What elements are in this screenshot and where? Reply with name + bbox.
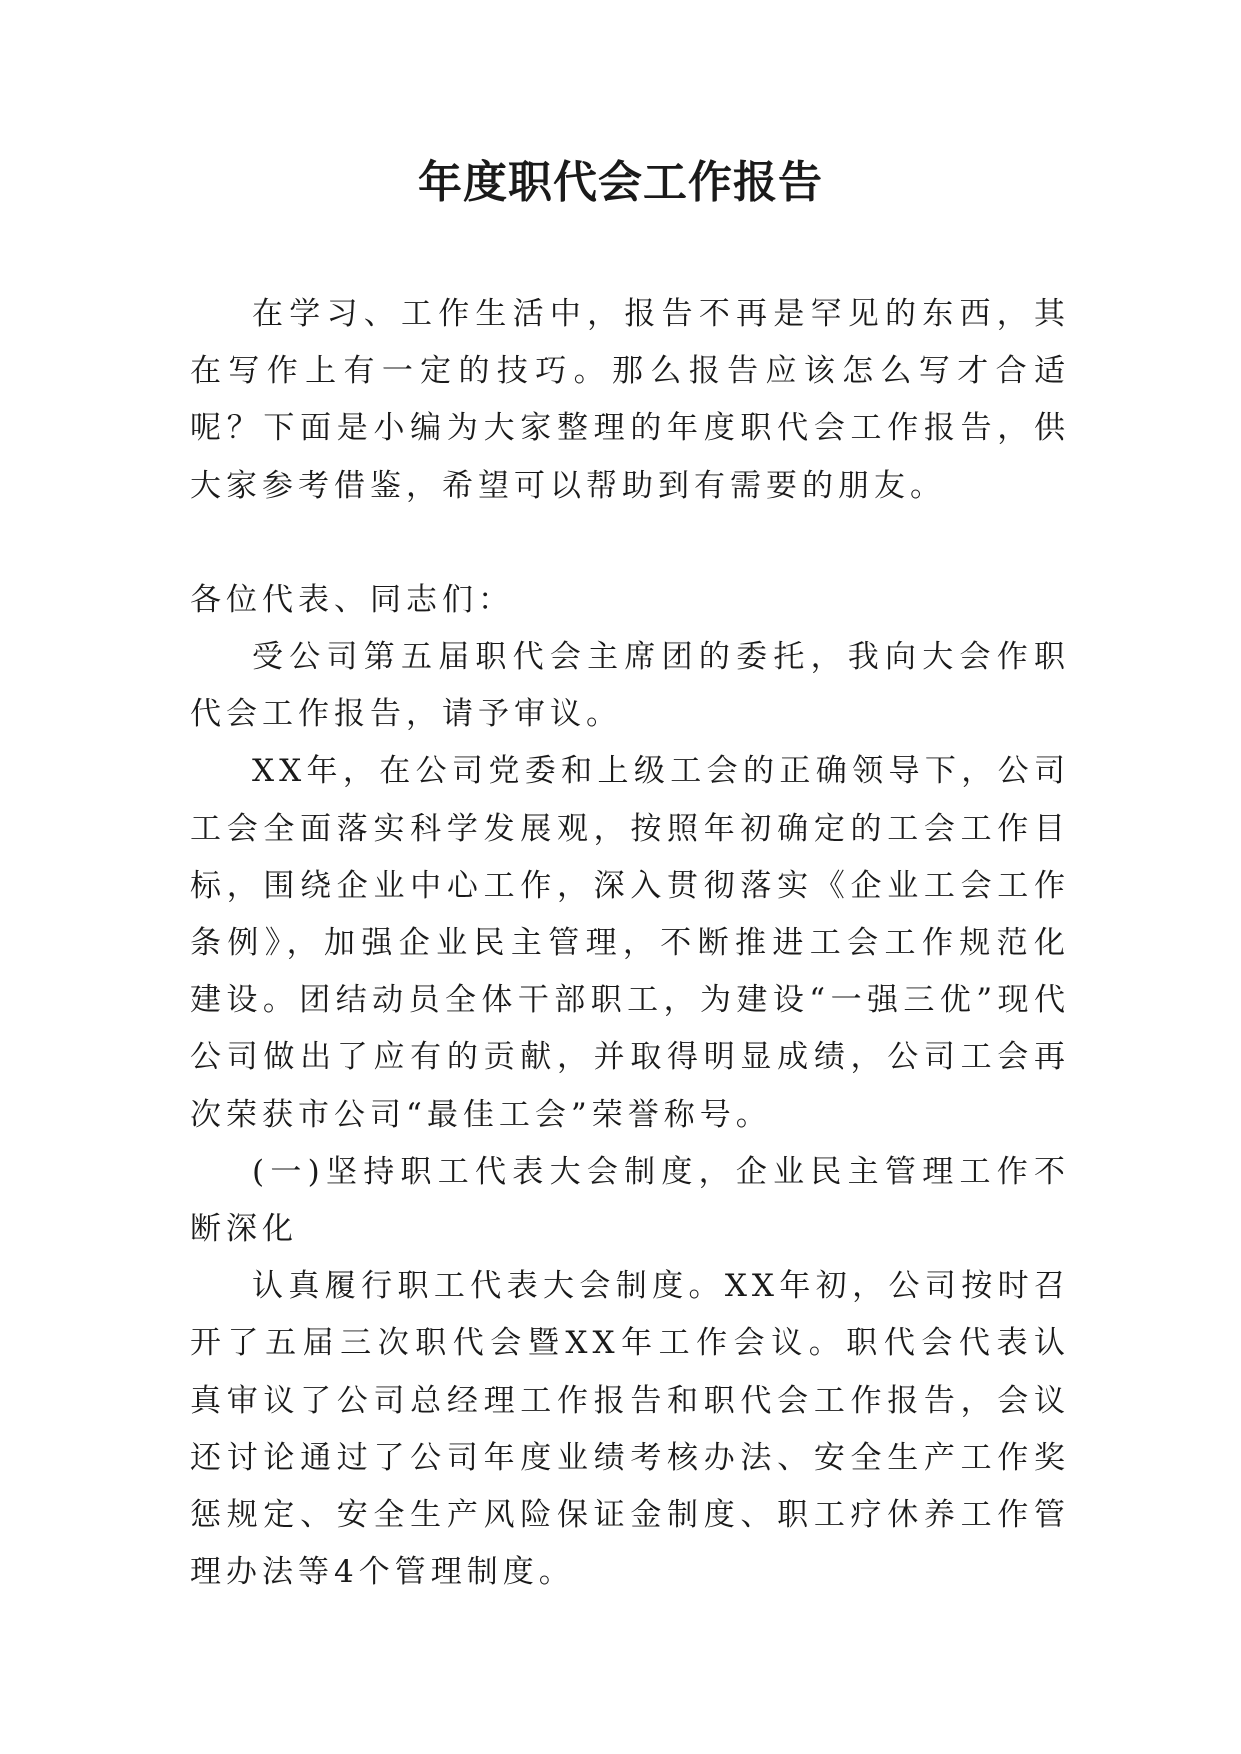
document-title: 年度职代会工作报告 bbox=[418, 157, 823, 208]
intro-paragraph: 在学习、工作生活中，报告不再是罕见的东西，其在写作上有一定的技巧。那么报告应该怎么写才合适呢？下面是小编为大家整理的年度职代会工作报告，供大家参考借鉴，希望可以帮助到有需要的朋友。 bbox=[190, 296, 1070, 504]
body-paragraph: XX年，在公司党委和上级工会的正确领导下，公司工会全面落实科学发展观，按照年初确定的工会工作目标，围绕企业中心工作，深入贯彻落实《企业工会工作条例》，加强企业民主管理，不断推进工会工作规范化建设。团结动员全体干部职工，为建设“一强三优”现代公司做出了应有的贡献，并取得明显成绩，公司工会再次荣获市公司“最佳工会”荣誉称号。 bbox=[190, 753, 1070, 1133]
salutation: 各位代表、同志们： bbox=[190, 581, 514, 618]
document-body bbox=[190, 286, 1070, 1601]
body-paragraph: 受公司第五届职代会主席团的委托，我向大会作职代会工作报告，请予审议。 bbox=[190, 639, 1070, 733]
body-paragraph: 认真履行职工代表大会制度。XX年初，公司按时召开了五届三次职代会暨XX年工作会议。职代会代表认真审议了公司总经理工作报告和职代会工作报告，会议还讨论通过了公司年度业绩考核办法、安全生产工作奖惩规定、安全生产风险保证金制度、职工疗休养工作管理办法等4个管理制度。 bbox=[190, 1268, 1070, 1591]
section-heading: (一)坚持职工代表大会制度，企业民主管理工作不断深化 bbox=[190, 1153, 1070, 1248]
